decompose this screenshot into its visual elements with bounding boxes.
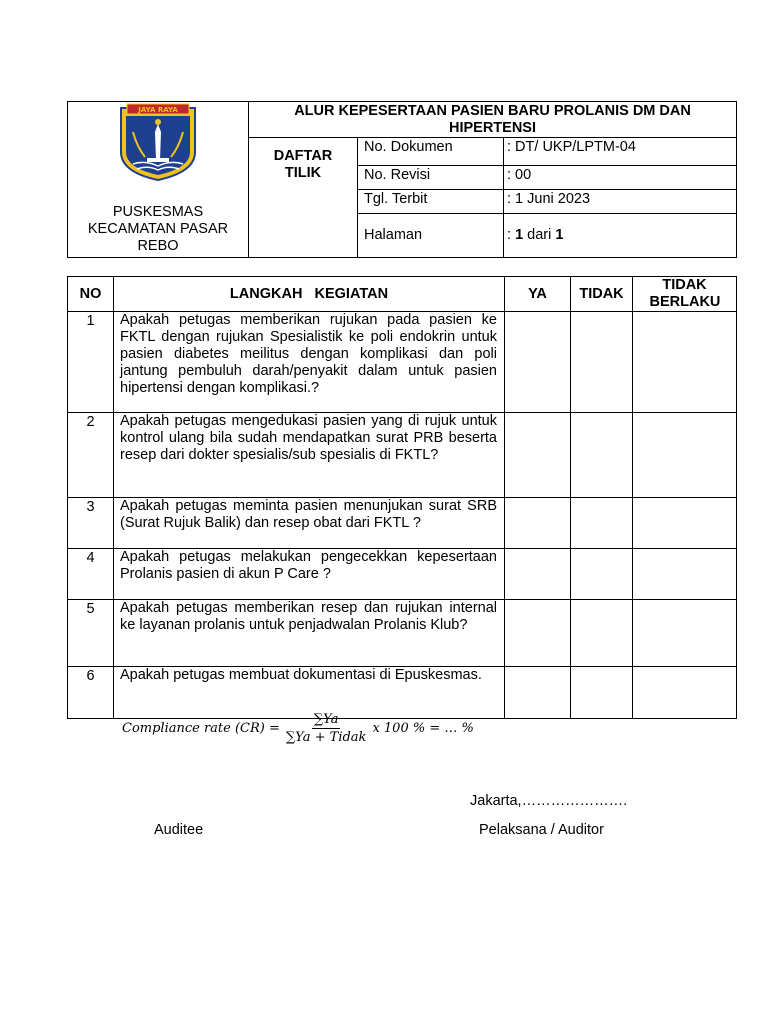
row-question: Apakah petugas memberikan rujukan pada pasien ke FKTL dengan rujukan Spesialistik ke poli endokrin untuk pasien diabetes meilitus dengan komplikasi dan poli jantung pembuluh darah/penyakit dalam untuk pasien hipertensi dengan komplikasi.? (114, 312, 505, 413)
document-title: ALUR KEPESERTAAN PASIEN BARU PROLANIS DM DAN HIPERTENSI (249, 102, 737, 138)
tidak-checkbox-cell[interactable] (571, 600, 633, 667)
col-header-ya: YA (505, 277, 571, 312)
tidak-checkbox-cell[interactable] (571, 667, 633, 719)
tidak-berlaku-checkbox-cell[interactable] (633, 498, 737, 549)
row-question: Apakah petugas meminta pasien menunjukan surat SRB (Surat Rujuk Balik) dan resep obat dari FKTL ? (114, 498, 505, 549)
col-header-tidak-berlaku: TIDAK BERLAKU (633, 277, 737, 312)
field-value-revisi: : 00 (504, 166, 737, 190)
row-number: 3 (68, 498, 114, 549)
ya-checkbox-cell[interactable] (505, 549, 571, 600)
tidak-checkbox-cell[interactable] (571, 413, 633, 498)
ya-checkbox-cell[interactable] (505, 498, 571, 549)
jakarta-emblem-icon (113, 102, 203, 182)
ya-checkbox-cell[interactable] (505, 667, 571, 719)
table-row (68, 549, 737, 600)
row-question: Apakah petugas memberikan resep dan rujukan internal ke layanan prolanis untuk penjadwalan Prolanis Klub? (114, 600, 505, 667)
field-value-dokumen: : DT/ UKP/LPTM-04 (504, 138, 737, 166)
table-row (68, 498, 737, 549)
field-label-dokumen: No. Dokumen (358, 138, 504, 166)
row-number: 2 (68, 413, 114, 498)
row-number: 5 (68, 600, 114, 667)
compliance-rate-formula (122, 712, 474, 745)
checklist-table (67, 276, 737, 719)
field-value-halaman: : 1 dari 1 (504, 214, 737, 258)
place-date: Jakarta,…………………. (470, 793, 628, 809)
tidak-berlaku-checkbox-cell[interactable] (633, 549, 737, 600)
table-row (68, 600, 737, 667)
doc-type-label: DAFTAR TILIK (249, 138, 358, 258)
tidak-berlaku-checkbox-cell[interactable] (633, 600, 737, 667)
table-row (68, 413, 737, 498)
formula-lhs: Compliance rate (CR) = (122, 721, 280, 736)
ya-checkbox-cell[interactable] (505, 413, 571, 498)
row-number: 6 (68, 667, 114, 719)
tidak-berlaku-checkbox-cell[interactable] (633, 667, 737, 719)
tidak-checkbox-cell[interactable] (571, 549, 633, 600)
field-value-terbit: : 1 Juni 2023 (504, 190, 737, 214)
table-row (68, 312, 737, 413)
dki-jakarta-logo (113, 102, 203, 182)
auditor-label: Pelaksana / Auditor (479, 822, 604, 838)
table-row (68, 667, 737, 719)
document-header-table (67, 101, 737, 258)
col-header-langkah: LANGKAH KEGIATAN (114, 277, 505, 312)
field-label-terbit: Tgl. Terbit (358, 190, 504, 214)
col-header-tidak: TIDAK (571, 277, 633, 312)
row-question: Apakah petugas membuat dokumentasi di Epuskesmas. (114, 667, 505, 719)
tidak-checkbox-cell[interactable] (571, 312, 633, 413)
org-cell (68, 102, 249, 258)
table-header-row (68, 277, 737, 312)
col-header-no: NO (68, 277, 114, 312)
field-label-halaman: Halaman (358, 214, 504, 258)
svg-text:JAYA RAYA: JAYA RAYA (138, 106, 178, 114)
field-label-revisi: No. Revisi (358, 166, 504, 190)
org-name: PUSKESMAS KECAMATAN PASAR REBO (87, 204, 229, 254)
tidak-berlaku-checkbox-cell[interactable] (633, 312, 737, 413)
row-number: 4 (68, 549, 114, 600)
tidak-berlaku-checkbox-cell[interactable] (633, 413, 737, 498)
ya-checkbox-cell[interactable] (505, 312, 571, 413)
row-question: Apakah petugas mengedukasi pasien yang di rujuk untuk kontrol ulang bila sudah mendapatkan surat PRB beserta resep dari dokter spesialis/sub spesialis di FKTL? (114, 413, 505, 498)
formula-fraction (284, 712, 369, 745)
tidak-checkbox-cell[interactable] (571, 498, 633, 549)
ya-checkbox-cell[interactable] (505, 600, 571, 667)
formula-rhs: x 100 % = … % (372, 721, 474, 736)
formula-numerator: ∑Ya (313, 712, 339, 727)
formula-denominator: ∑Ya + Tidak (285, 730, 367, 745)
row-number: 1 (68, 312, 114, 413)
auditee-label: Auditee (154, 822, 204, 838)
row-question: Apakah petugas melakukan pengecekkan kepesertaan Prolanis pasien di akun P Care ? (114, 549, 505, 600)
